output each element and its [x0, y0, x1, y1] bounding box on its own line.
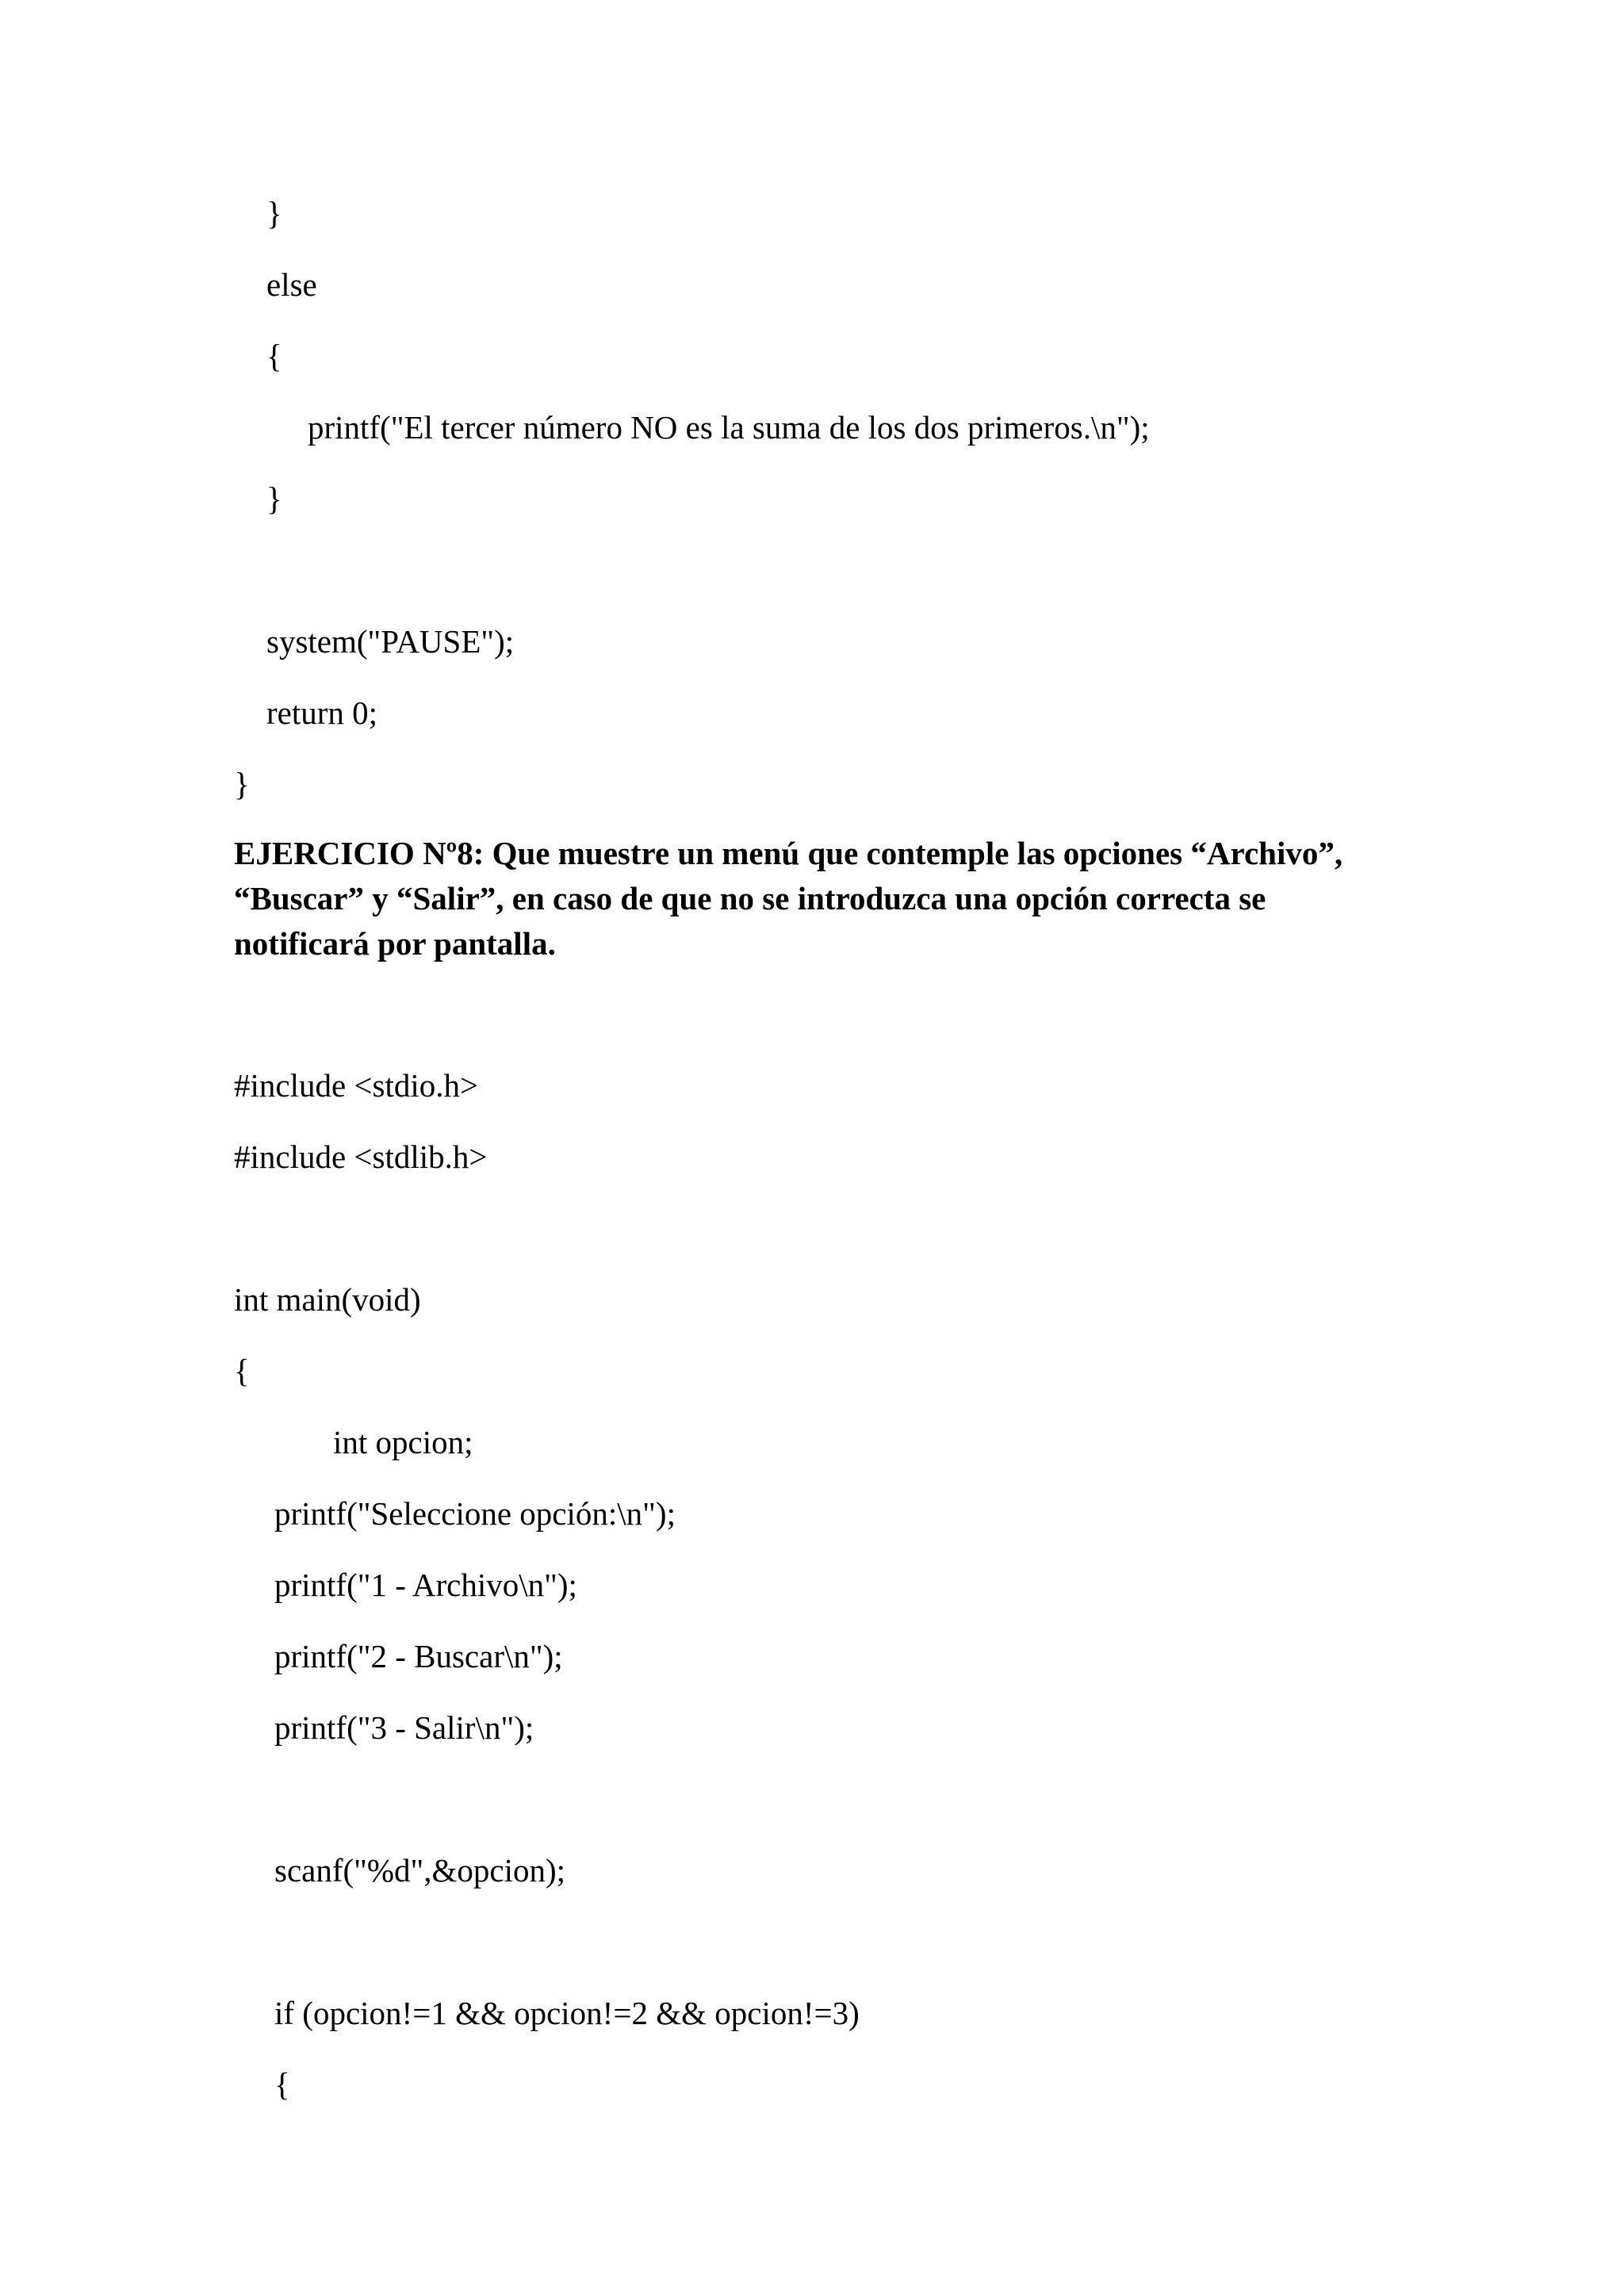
code-line-open-brace: {: [266, 338, 282, 374]
code-line-close-main: }: [234, 766, 250, 802]
code-line-open-brace: {: [234, 1353, 250, 1389]
code-line-include-stdio: #include <stdio.h>: [234, 1067, 479, 1104]
code-line-printf-seleccione: printf("Seleccione opción:\n");: [274, 1495, 676, 1532]
code-line-printf-salir: printf("3 - Salir\n");: [274, 1709, 534, 1746]
code-line-system-pause: system("PAUSE");: [266, 623, 515, 660]
code-line-scanf: scanf("%d",&opcion);: [274, 1852, 566, 1888]
code-line-printf-archivo: printf("1 - Archivo\n");: [274, 1567, 577, 1603]
exercise-heading: EJERCICIO Nº8: Que muestre un menú que contemple las opciones “Archivo”, “Buscar” y “Salir”, en caso de que no se introduzca una opción correcta se notificará por pantalla.: [234, 835, 1343, 962]
code-line-close-brace: }: [266, 195, 282, 232]
code-line-include-stdlib: #include <stdlib.h>: [234, 1138, 488, 1175]
code-line-else: else: [266, 266, 317, 303]
code-line-printf-buscar: printf("2 - Buscar\n");: [274, 1638, 563, 1674]
code-line-printf-not-sum: printf("El tercer número NO es la suma de los dos primeros.\n");: [308, 409, 1150, 446]
code-line-open-brace: {: [274, 2066, 290, 2103]
code-line-int-main: int main(void): [234, 1281, 421, 1318]
code-line-int-opcion: int opcion;: [333, 1424, 473, 1460]
code-line-return: return 0;: [266, 695, 378, 731]
code-line-close-brace: }: [266, 480, 282, 517]
code-line-if-condition: if (opcion!=1 && opcion!=2 && opcion!=3): [274, 1995, 860, 2031]
